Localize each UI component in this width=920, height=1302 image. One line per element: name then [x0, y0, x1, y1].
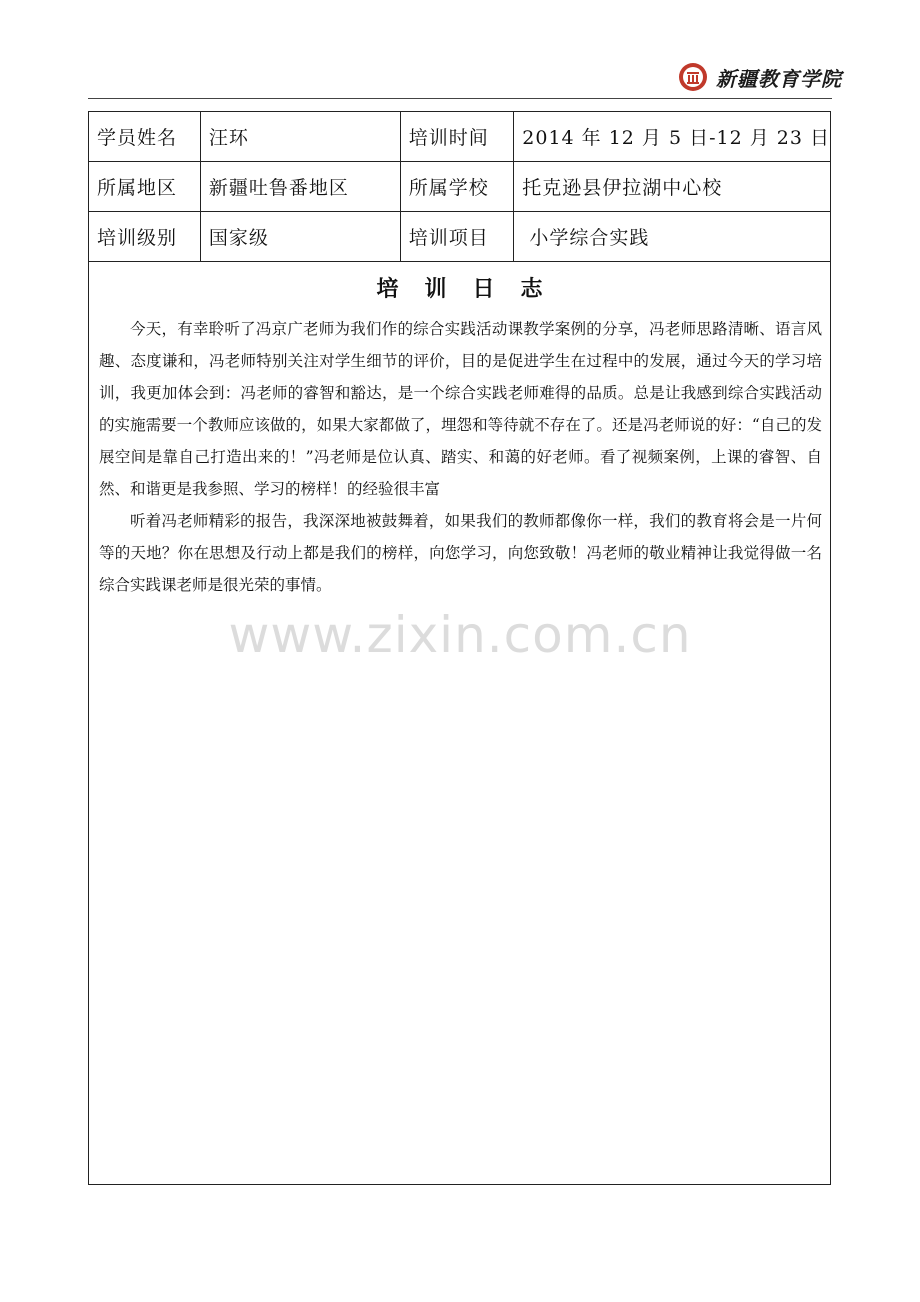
label-cell: 培训时间: [400, 112, 514, 162]
journal-title: 培训日志: [376, 276, 569, 302]
value-cell: 小学综合实践: [514, 212, 831, 262]
page-header: [678, 62, 842, 92]
value-cell: 国家级: [200, 212, 400, 262]
college-seal-icon: [678, 62, 708, 92]
trainee-info-table: [88, 111, 831, 262]
label-cell: 培训级别: [89, 212, 201, 262]
journal-body: [99, 313, 822, 601]
journal-paragraph: 今天，有幸聆听了冯京广老师为我们作的综合实践活动课教学案例的分享，冯老师思路清晰、语言风趣、态度谦和，冯老师特别关注对学生细节的评价，目的是促进学生在过程中的发展，通过今天的学习培训，我更加体会到：冯老师的睿智和豁达，是一个综合实践老师难得的品质。总是让我感到综合实践活动的实施需要一个教师应该做的，如果大家都做了，埋怨和等待就不存在了。还是冯老师说的好：“自己的发展空间是靠自己打造出来的！”冯老师是位认真、踏实、和蔼的好老师。看了视频案例，上课的睿智、自然、和谐更是我参照、学习的榜样！的经验很丰富: [99, 320, 822, 498]
label-cell: 所属学校: [400, 162, 514, 212]
value-cell: 2014 年 12 月 5 日-12 月 23 日: [514, 112, 831, 162]
label-cell: 学员姓名: [89, 112, 201, 162]
table-row: [89, 162, 831, 212]
watermark: www.zixin.com.cn: [228, 606, 692, 664]
value-cell: 汪环: [200, 112, 400, 162]
label-cell: 培训项目: [400, 212, 514, 262]
journal-box: [88, 262, 831, 1185]
header-rule: [88, 98, 832, 99]
label-cell: 所属地区: [89, 162, 201, 212]
table-row: [89, 112, 831, 162]
table-row: [89, 212, 831, 262]
value-cell: 托克逊县伊拉湖中心校: [514, 162, 831, 212]
value-cell: 新疆吐鲁番地区: [200, 162, 400, 212]
journal-paragraph: 听着冯老师精彩的报告，我深深地被鼓舞着，如果我们的教师都像你一样，我们的教育将会是一片何等的天地？你在思想及行动上都是我们的榜样，向您学习，向您致敬！冯老师的敬业精神让我觉得做一名综合实践课老师是很光荣的事情。: [99, 512, 822, 594]
institution-name: 新疆教育学院: [716, 66, 842, 91]
